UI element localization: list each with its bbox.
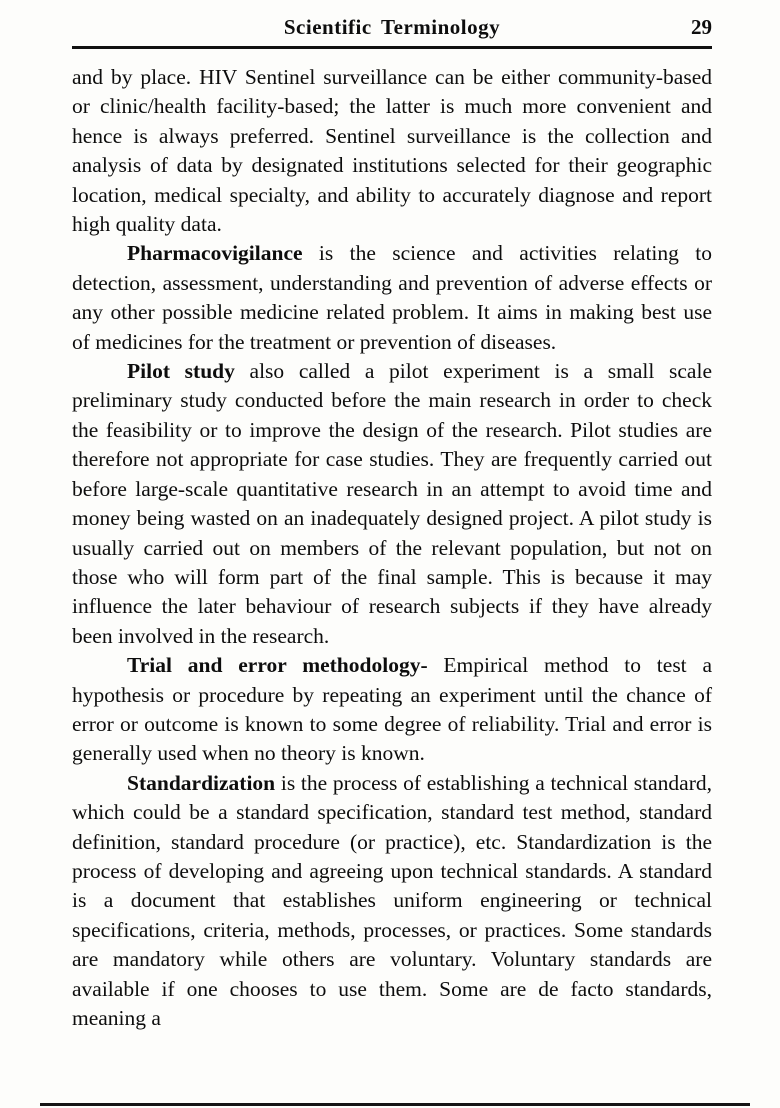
page-body — [72, 63, 712, 1033]
paragraph — [72, 239, 712, 357]
paragraph — [72, 63, 712, 239]
header-rule — [72, 46, 712, 49]
term-bold: Trial and error methodology- — [127, 653, 428, 678]
paragraph — [72, 357, 712, 651]
paragraph-text: also called a pilot experiment is a small scale preliminary study conducted before the main research in order to check the feasibility or to improve the design of the research. Pilot studies are therefore not appropriate for case studies. They are frequently carried out before large-scale quantitative research in an attempt to avoid time and money being wasted on an inadequately designed project. A pilot study is usually carried out on members of the relevant population, but not on those who will form part of the final sample. This is because it may influence the later behaviour of research subjects if they have already been involved in the research. — [72, 359, 712, 648]
paragraph-text: is the science and activities relating to detection, assessment, understanding and prevention of adverse effects or any other possible medicine related problem. It aims in making best use of medicines for the treatment or prevention of diseases. — [72, 241, 712, 354]
paragraph-text: Empirical method to test a hypothesis or procedure by repeating an experiment until the chance of error or outcome is known to some degree of reliability. Trial and error is generally used when no theory is known. — [72, 653, 712, 766]
page-header — [72, 10, 712, 44]
paragraph-text: is the process of establishing a technical standard, which could be a standard specification, standard test method, standard definition, standard procedure (or practice), etc. Standardization is the process of developing and agreeing upon technical standards. A standard is a document that establishes uniform engineering or technical specifications, criteria, methods, processes, or practices. Some standards are mandatory while others are voluntary. Voluntary standards are available if one chooses to use them. Some are de facto standards, meaning a — [72, 770, 712, 1030]
paragraph-text: and by place. HIV Sentinel surveillance can be either community-based or clinic/health facility-based; the latter is much more convenient and hence is always preferred. Sentinel surveillance is the collection and analysis of data by designated institutions selected for their geographic location, medical specialty, and ability to accurately diagnose and report high quality data. — [72, 65, 712, 237]
term-bold: Pilot study — [127, 359, 235, 384]
term-bold: Standardization — [127, 770, 276, 795]
paragraph — [72, 651, 712, 769]
paragraph — [72, 769, 712, 1034]
term-bold: Pharmacovigilance — [127, 241, 303, 266]
bottom-scan-rule — [40, 1103, 750, 1106]
page-title: Scientific Terminology — [283, 15, 501, 39]
page-number: 29 — [691, 15, 712, 39]
